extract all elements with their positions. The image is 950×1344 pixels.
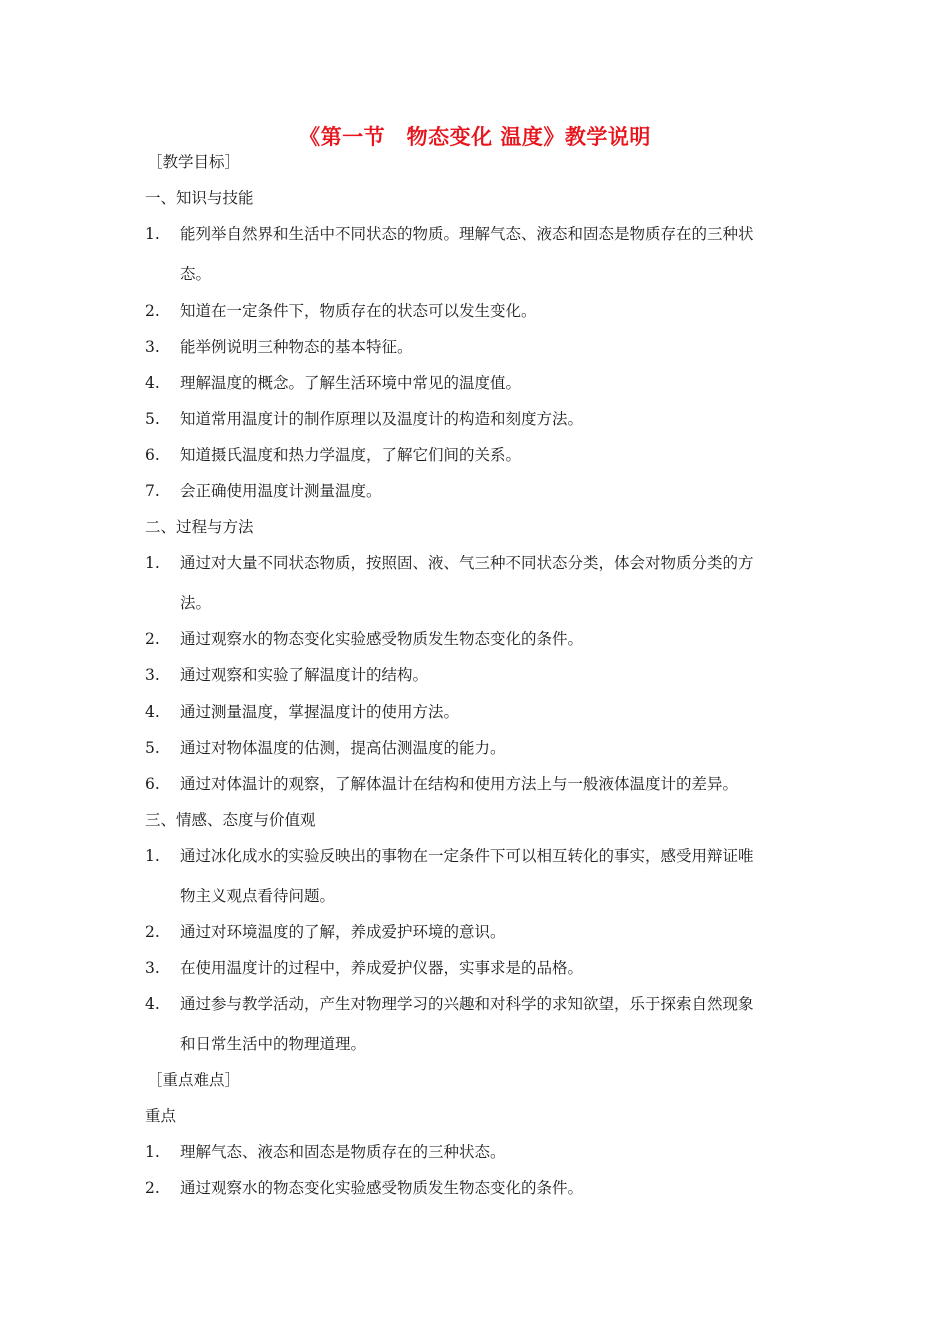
list-number: 7.: [145, 482, 160, 500]
section-heading-key-points: ［重点难点］: [147, 1071, 241, 1089]
list-text: 能列举自然界和生活中不同状态的物质。理解气态、液态和固态是物质存在的三种状: [180, 225, 754, 243]
list-text: 通过对体温计的观察，了解体温计在结构和使用方法上与一般液体温度计的差异。: [180, 775, 739, 793]
list-number: 6.: [145, 775, 160, 793]
list-text: 会正确使用温度计测量温度。: [180, 482, 382, 500]
list-number: 1.: [145, 847, 160, 865]
section-title-knowledge: 一、知识与技能: [145, 189, 254, 207]
list-number: 6.: [145, 446, 160, 464]
list-number: 1.: [145, 554, 160, 572]
list-text: 通过对环境温度的了解，养成爱护环境的意识。: [180, 923, 506, 941]
list-text: 知道在一定条件下，物质存在的状态可以发生变化。: [180, 302, 537, 320]
section-heading-objectives: ［教学目标］: [147, 153, 241, 171]
list-text: 通过对物体温度的估测，提高估测温度的能力。: [180, 739, 506, 757]
list-text: 通过观察和实验了解温度计的结构。: [180, 666, 429, 684]
list-text-continued: 法。: [180, 594, 212, 612]
list-text: 通过测量温度，掌握温度计的使用方法。: [180, 703, 460, 721]
list-number: 2.: [145, 630, 160, 648]
list-text: 在使用温度计的过程中，养成爱护仪器，实事求是的品格。: [180, 959, 584, 977]
list-text: 知道摄氏温度和热力学温度，了解它们间的关系。: [180, 446, 522, 464]
list-number: 5.: [145, 739, 160, 757]
list-text-continued: 物主义观点看待问题。: [180, 887, 336, 905]
list-text: 理解气态、液态和固态是物质存在的三种状态。: [180, 1143, 506, 1161]
section-title-process: 二、过程与方法: [145, 518, 254, 536]
list-text-continued: 和日常生活中的物理道理。: [180, 1035, 367, 1053]
section-title-attitude: 三、情感、态度与价值观: [145, 811, 316, 829]
list-number: 2.: [145, 302, 160, 320]
key-points-label: 重点: [145, 1107, 177, 1125]
list-number: 4.: [145, 995, 160, 1013]
list-number: 2.: [145, 923, 160, 941]
list-number: 1.: [145, 1143, 160, 1161]
list-number: 1.: [145, 225, 160, 243]
list-text-continued: 态。: [180, 265, 212, 283]
list-number: 4.: [145, 374, 160, 392]
page-title: 《第一节 物态变化 温度》教学说明: [299, 125, 651, 149]
list-text: 通过对大量不同状态物质，按照固、液、气三种不同状态分类，体会对物质分类的方: [180, 554, 754, 572]
list-number: 2.: [145, 1179, 160, 1197]
list-text: 能举例说明三种物态的基本特征。: [180, 338, 413, 356]
list-number: 3.: [145, 338, 160, 356]
list-number: 4.: [145, 703, 160, 721]
list-text: 理解温度的概念。了解生活环境中常见的温度值。: [180, 374, 522, 392]
list-text: 通过冰化成水的实验反映出的事物在一定条件下可以相互转化的事实，感受用辩证唯: [180, 847, 754, 865]
list-text: 知道常用温度计的制作原理以及温度计的构造和刻度方法。: [180, 410, 584, 428]
list-text: 通过观察水的物态变化实验感受物质发生物态变化的条件。: [180, 630, 584, 648]
list-number: 5.: [145, 410, 160, 428]
list-text: 通过参与教学活动，产生对物理学习的兴趣和对科学的求知欲望，乐于探索自然现象: [180, 995, 754, 1013]
list-text: 通过观察水的物态变化实验感受物质发生物态变化的条件。: [180, 1179, 584, 1197]
list-number: 3.: [145, 959, 160, 977]
list-number: 3.: [145, 666, 160, 684]
